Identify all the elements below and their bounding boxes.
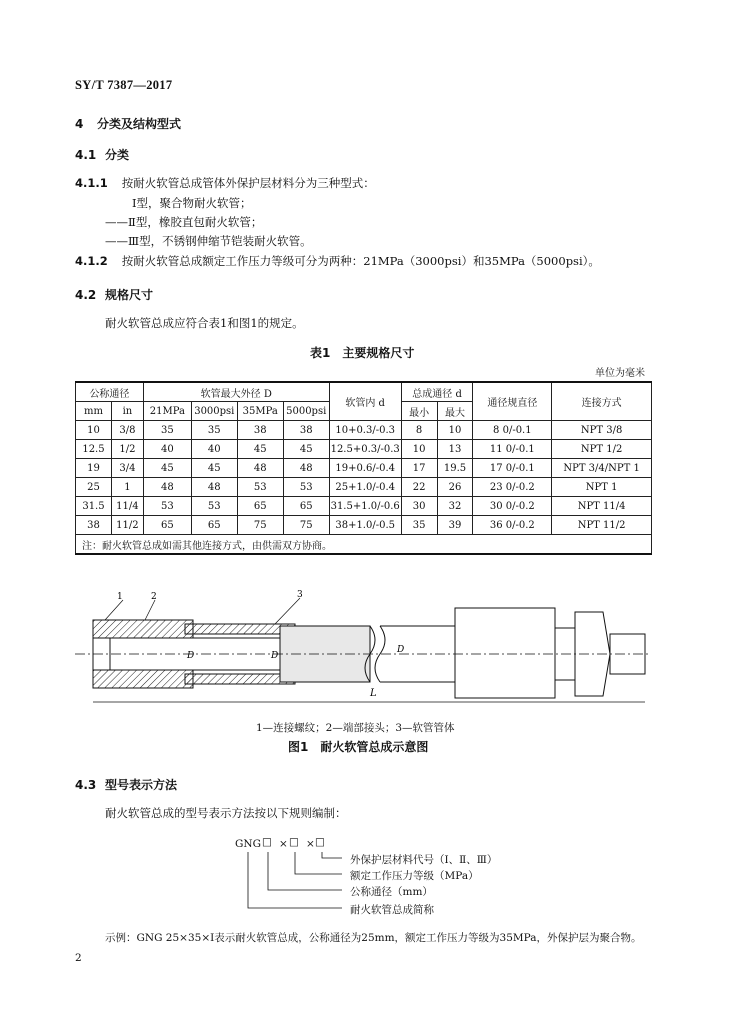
type-item-1: Ⅰ型，聚合物耐火软管；: [132, 196, 252, 210]
table-note: 注：耐火软管总成如需其他连接方式，由供需双方协商。: [76, 535, 652, 555]
header-min: 最小: [401, 402, 437, 421]
table-cell: 10: [76, 421, 112, 440]
table-cell: 32: [437, 497, 473, 516]
table-cell: 30 0/-0.2: [473, 497, 552, 516]
table-cell: 11/4: [111, 497, 143, 516]
table-cell: 38: [283, 421, 329, 440]
table-cell: 3/4: [111, 459, 143, 478]
table-cell: 25+1.0/-0.4: [329, 478, 401, 497]
table-cell: 35: [401, 516, 437, 535]
callout-3: 3: [297, 590, 303, 600]
header-total: 总成通径 d: [401, 382, 473, 402]
header-nominal: 公称通径: [76, 382, 144, 402]
table-cell: 48: [191, 478, 237, 497]
clause-text: 按耐火软管总成管体外保护层材料分为三种型式：: [121, 176, 375, 190]
section-title: 分类: [105, 148, 130, 162]
header-max-od: 软管最大外径 D: [143, 382, 329, 402]
label-L: L: [370, 688, 377, 699]
figure-legend: 1—连接螺纹；2—端部接头；3—软管管体: [256, 722, 455, 734]
table-cell: 35: [191, 421, 237, 440]
table-cell: 40: [191, 440, 237, 459]
table-cell: 65: [237, 497, 283, 516]
table-cell: 75: [237, 516, 283, 535]
section-4-heading: [75, 115, 181, 132]
table-cell: 1: [111, 478, 143, 497]
table-cell: 53: [191, 497, 237, 516]
clause-number: 4.1.1: [75, 176, 108, 190]
paragraph-4-2: 耐火软管总成应符合表1和图1的规定。: [105, 316, 304, 330]
section-title: 型号表示方法: [105, 778, 178, 792]
table-cell: 45: [143, 459, 191, 478]
table-cell: 48: [283, 459, 329, 478]
table-cell: 53: [237, 478, 283, 497]
table-caption: 表1 主要规格尺寸: [310, 346, 415, 360]
section-number: 4.1: [75, 148, 97, 162]
table-cell: 3/8: [111, 421, 143, 440]
table-cell: 40: [143, 440, 191, 459]
type-item-3: ——Ⅲ型，不锈钢伸缩节铠装耐火软管。: [105, 234, 312, 248]
header-max: 最大: [437, 402, 473, 421]
model-box-3: □: [315, 836, 325, 848]
label-d1: D: [187, 651, 195, 661]
table-cell: 31.5: [76, 497, 112, 516]
section-title: 分类及结构型式: [97, 117, 182, 131]
table-cell: 48: [143, 478, 191, 497]
model-item-3: 公称通径（mm）: [350, 886, 433, 898]
figure-caption: 图1 耐火软管总成示意图: [288, 740, 429, 754]
clause-number: 4.1.2: [75, 254, 108, 268]
table-cell: 36 0/-0.2: [473, 516, 552, 535]
type-item-2: ——Ⅱ型，橡胶直包耐火软管；: [105, 215, 263, 229]
table-cell: 17: [401, 459, 437, 478]
table-cell: 30: [401, 497, 437, 516]
model-item-4: 耐火软管总成简称: [350, 904, 434, 916]
table-cell: 45: [191, 459, 237, 478]
model-item-2: 额定工作压力等级（MPa）: [350, 870, 479, 882]
model-item-1: 外保护层材料代号（Ⅰ、Ⅱ、Ⅲ）: [350, 854, 498, 866]
table-cell: 48: [237, 459, 283, 478]
table-row: [76, 478, 652, 497]
clause-text: 按耐火软管总成额定工作压力等级可分为两种：21MPa（3000psi）和35MPa（5000psi）。: [121, 254, 600, 268]
header-connection: 连接方式: [552, 382, 652, 421]
table-cell: 38+1.0/-0.5: [329, 516, 401, 535]
table-cell: 31.5+1.0/-0.6: [329, 497, 401, 516]
table-cell: NPT 3/4/NPT 1: [552, 459, 652, 478]
table-cell: 19: [76, 459, 112, 478]
page-number: 2: [75, 952, 82, 964]
table-cell: 45: [237, 440, 283, 459]
table-cell: 12.5: [76, 440, 112, 459]
model-leader-lines: [240, 850, 350, 920]
section-4-2-heading: [75, 286, 153, 303]
table-cell: 39: [437, 516, 473, 535]
table-cell: 45: [283, 440, 329, 459]
table-cell: 53: [283, 478, 329, 497]
model-box-2: □: [289, 836, 299, 848]
table-cell: 38: [237, 421, 283, 440]
table-cell: NPT 11/4: [552, 497, 652, 516]
table-cell: 22: [401, 478, 437, 497]
table-cell: 19+0.6/-0.4: [329, 459, 401, 478]
table-cell: NPT 1/2: [552, 440, 652, 459]
section-number: 4: [75, 117, 84, 131]
callout-2: 2: [151, 592, 157, 602]
header-gauge: 通径规直径: [473, 382, 552, 421]
table-cell: 13: [437, 440, 473, 459]
table-cell: 19.5: [437, 459, 473, 478]
table-cell: 38: [76, 516, 112, 535]
table-cell: 8: [401, 421, 437, 440]
table-cell: 65: [283, 497, 329, 516]
table-row: [76, 459, 652, 478]
table-cell: 10+0.3/-0.3: [329, 421, 401, 440]
table-cell: 25: [76, 478, 112, 497]
section-4-1-heading: [75, 146, 129, 163]
table-cell: 10: [401, 440, 437, 459]
spec-table: [75, 381, 652, 555]
header-35mpa: 35MPa: [237, 402, 283, 421]
table-row: [76, 497, 652, 516]
table-row: [76, 440, 652, 459]
table-cell: 11 0/-0.1: [473, 440, 552, 459]
table-unit: 单位为毫米: [595, 368, 645, 379]
header-5000psi: 5000psi: [283, 402, 329, 421]
model-box-1: □: [262, 836, 272, 848]
section-number: 4.3: [75, 778, 97, 792]
table-cell: 53: [143, 497, 191, 516]
table-cell: 75: [283, 516, 329, 535]
clause-4-1-1: [75, 176, 375, 191]
clause-4-1-2: [75, 254, 600, 269]
section-4-3-heading: [75, 776, 177, 793]
model-times-1: ×: [279, 838, 288, 850]
header-in: in: [111, 402, 143, 421]
callout-1: 1: [117, 592, 123, 602]
table-cell: 26: [437, 478, 473, 497]
table-cell: NPT 1: [552, 478, 652, 497]
section-title: 规格尺寸: [105, 288, 154, 302]
table-cell: 1/2: [111, 440, 143, 459]
table-cell: 23 0/-0.2: [473, 478, 552, 497]
table-cell: 11/2: [111, 516, 143, 535]
model-prefix: GNG: [235, 838, 261, 850]
header-3000psi: 3000psi: [191, 402, 237, 421]
table-row: [76, 421, 652, 440]
paragraph-4-3: 耐火软管总成的型号表示方法按以下规则编制：: [105, 806, 347, 820]
hose-assembly-figure: [75, 590, 655, 715]
table-cell: NPT 11/2: [552, 516, 652, 535]
table-cell: 35: [143, 421, 191, 440]
table-cell: 65: [191, 516, 237, 535]
table-cell: 65: [143, 516, 191, 535]
standard-code: SY/T 7387—2017: [75, 78, 173, 92]
section-number: 4.2: [75, 288, 97, 302]
header-mm: mm: [76, 402, 112, 421]
table-cell: 10: [437, 421, 473, 440]
table-row: [76, 516, 652, 535]
label-D: D: [397, 645, 405, 655]
table-cell: NPT 3/8: [552, 421, 652, 440]
table-cell: 12.5+0.3/-0.3: [329, 440, 401, 459]
header-inner: 软管内 d: [329, 382, 401, 421]
table-cell: 17 0/-0.1: [473, 459, 552, 478]
example-text: 示例：GNG 25×35×Ⅰ表示耐火软管总成，公称通径为25mm，额定工作压力等级为35MPa，外保护层为聚合物。: [105, 932, 642, 944]
label-d2: D: [271, 651, 279, 661]
table-cell: 8 0/-0.1: [473, 421, 552, 440]
header-21mpa: 21MPa: [143, 402, 191, 421]
model-times-2: ×: [306, 838, 315, 850]
